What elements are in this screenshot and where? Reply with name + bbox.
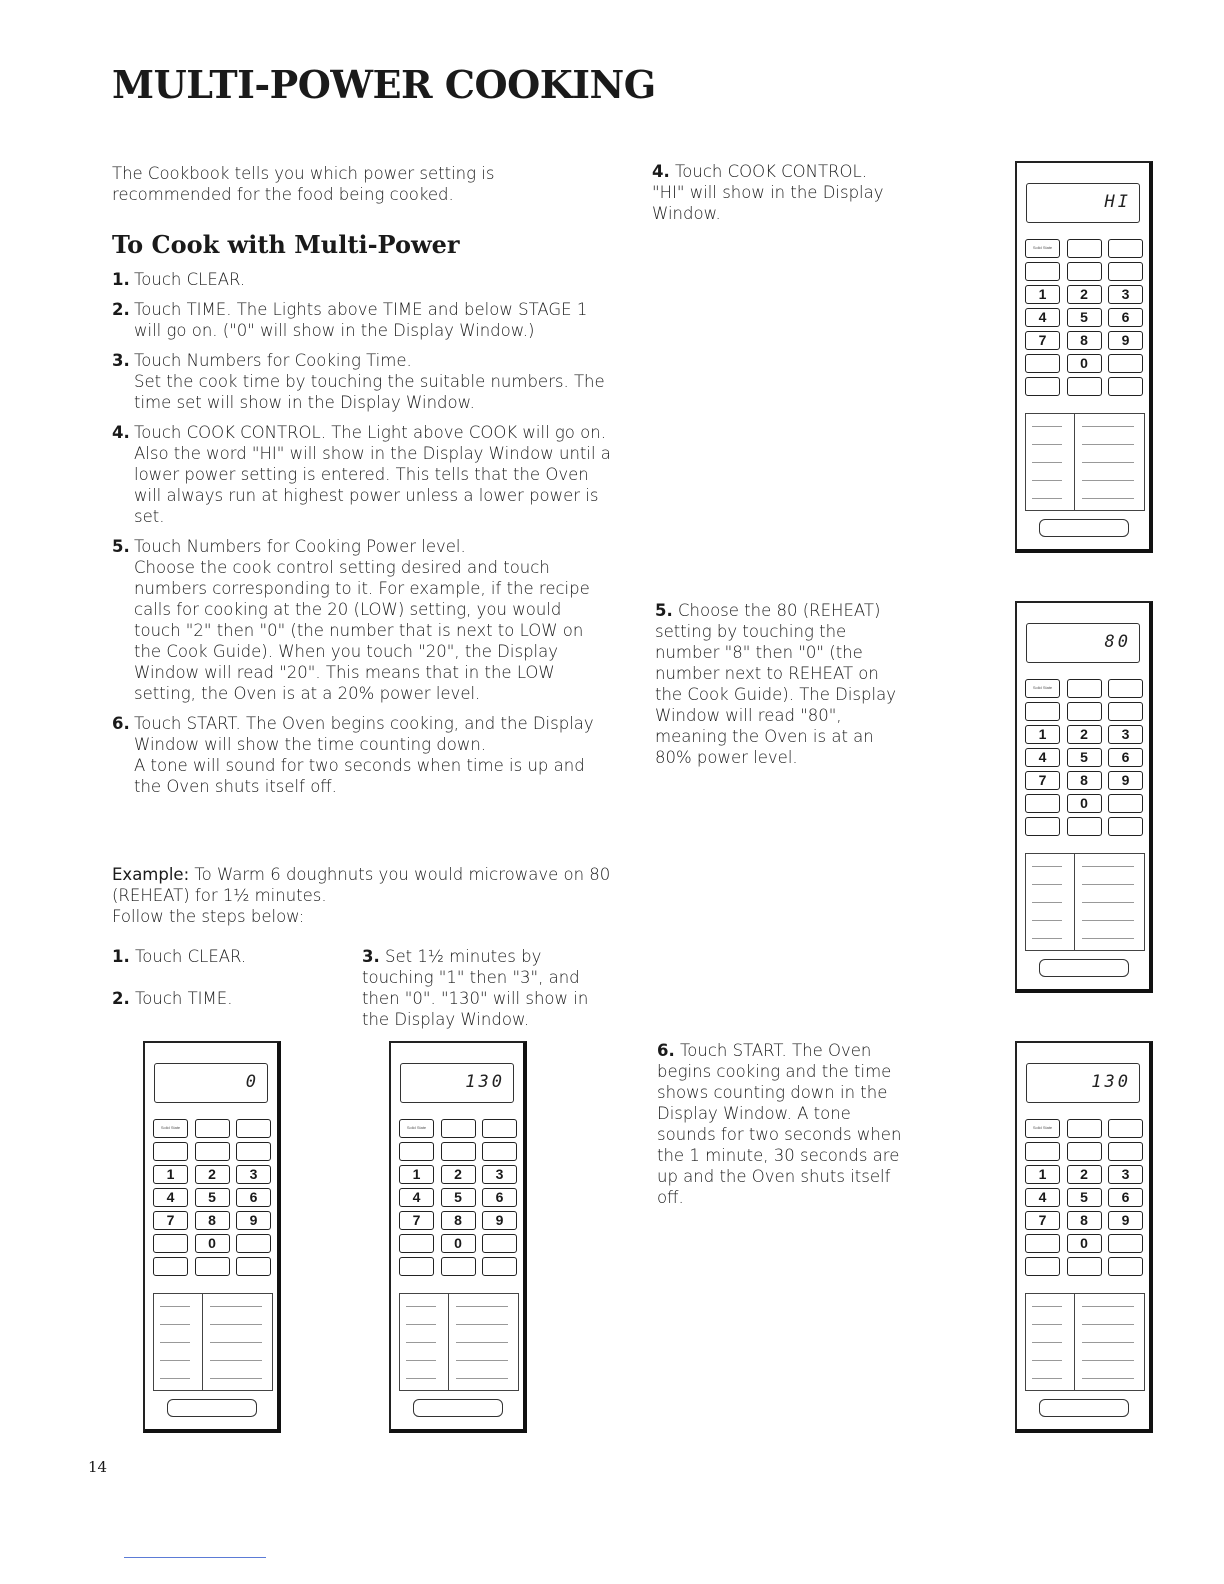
microwave-panel-illustration: 80 Solid State 1 2 3 4 5 6 7 8 9 0 <box>1015 601 1153 993</box>
display-window: 130 <box>400 1063 514 1103</box>
list-item: 1. Touch CLEAR. <box>112 270 246 289</box>
example-step-1: 1. Touch CLEAR. <box>112 947 247 966</box>
cook-guide-chart <box>1025 413 1145 511</box>
page-number: 14 <box>88 1458 108 1476</box>
list-item: 5. Touch Numbers for Cooking Power level. Choose the cook control setting desired and touch numbers corresponding to it. For example, if the recipe calls for cooking at the 20 (LOW) setting, you would touch "2" then "0" (the number that is next to LOW on the Cook Guide). When you touch "20", the Display Window will read "20". This means that in the LOW setting, the Oven is at a 20% power level. <box>112 537 590 703</box>
steps-list <box>112 269 612 806</box>
example-step-2: 2. Touch TIME. <box>112 989 233 1008</box>
door-handle-slot <box>167 1399 257 1417</box>
page-title: MULTI-POWER COOKING <box>112 62 656 107</box>
intro-text: The Cookbook tells you which power setting is recommended for the food being cooked. <box>112 164 495 204</box>
example-step-4: 4. Touch COOK CONTROL. "HI" will show in the Display Window. <box>652 162 884 223</box>
cook-guide-chart <box>399 1293 519 1391</box>
microwave-panel-illustration: 130 Solid State 1 2 3 4 5 6 7 8 9 0 <box>1015 1041 1153 1433</box>
cook-guide-chart <box>153 1293 273 1391</box>
cook-guide-chart <box>1025 1293 1145 1391</box>
display-window: 130 <box>1026 1063 1140 1103</box>
door-handle-slot <box>1039 1399 1129 1417</box>
display-window: 0 <box>154 1063 268 1103</box>
door-handle-slot <box>1039 519 1129 537</box>
door-handle-slot <box>413 1399 503 1417</box>
list-item: 6. Touch START. The Oven begins cooking, and the Display Window will show the time counting down. A tone will sound for two seconds when time is up and the Oven shuts itself off. <box>112 714 594 796</box>
example-step-3: 3. Set 1½ minutes by touching "1" then "3", and then "0". "130" will show in the Display Window. <box>362 947 589 1029</box>
display-window: HI <box>1026 183 1140 223</box>
list-item: 3. Touch Numbers for Cooking Time. Set the cook time by touching the suitable numbers. The time set will show in the Display Window. <box>112 351 605 412</box>
microwave-panel-illustration: HI Solid State 1 2 3 4 5 6 7 8 9 0 <box>1015 161 1153 553</box>
brand-label: Solid State <box>153 1119 188 1138</box>
microwave-panel-illustration: 130 Solid State 1 2 3 4 5 6 7 8 9 0 <box>389 1041 527 1433</box>
section-heading: To Cook with Multi-Power <box>112 230 460 259</box>
scan-artifact-line <box>124 1557 266 1558</box>
door-handle-slot <box>1039 959 1129 977</box>
example-block: Example: To Warm 6 doughnuts you would microwave on 80 (REHEAT) for 1½ minutes. Follow the steps below: <box>112 865 611 926</box>
example-step-5: 5. Choose the 80 (REHEAT) setting by touching the number "8" then "0" (the number next to REHEAT on the Cook Guide). The Display Window will read "80", meaning the Oven is at an 80% power level. <box>655 601 896 767</box>
list-item: 2. Touch TIME. The Lights above TIME and below STAGE 1 will go on. ("0" will show in the Display Window.) <box>112 300 588 340</box>
example-step-6: 6. Touch START. The Oven begins cooking and the time shows counting down in the Display Window. A tone sounds for two seconds when the 1 minute, 30 seconds are up and the Oven shuts itself off. <box>657 1041 902 1207</box>
microwave-panel-illustration: 0 Solid State 1 2 3 4 5 6 7 8 9 0 <box>143 1041 281 1433</box>
cook-guide-chart <box>1025 853 1145 951</box>
list-item: 4. Touch COOK CONTROL. The Light above COOK will go on. Also the word "HI" will show in the Display Window until a lower power setting is entered. This tells that the Oven will always run at highest power unless a lower power is set. <box>112 423 611 526</box>
display-window: 80 <box>1026 623 1140 663</box>
